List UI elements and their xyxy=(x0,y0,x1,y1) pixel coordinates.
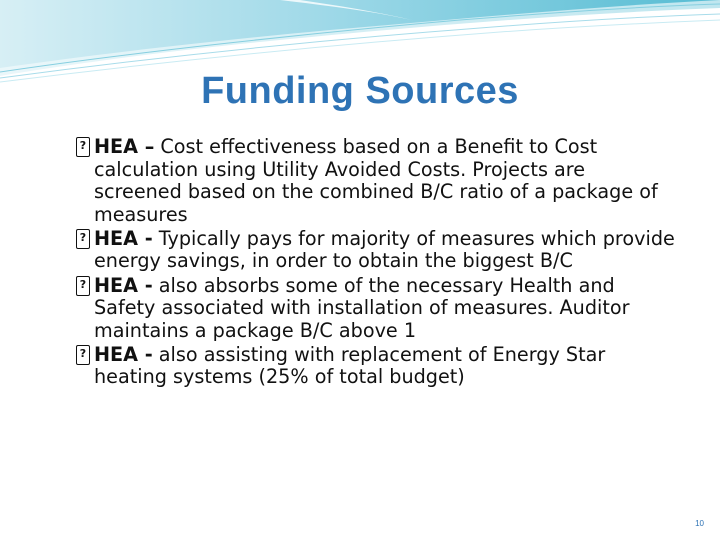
bullet-item xyxy=(76,344,676,389)
bullet-marker-icon xyxy=(76,345,90,365)
bullet-item xyxy=(76,275,676,343)
bullet-lead: HEA - xyxy=(94,226,153,250)
bullet-lead: HEA – xyxy=(94,135,155,158)
page-number: 10 xyxy=(695,519,704,528)
bullet-list xyxy=(76,136,676,391)
bullet-text: Typically pays for majority of measures which provide energy savings, in order to obtain the biggest B/C xyxy=(94,226,675,273)
bullet-marker-icon xyxy=(76,137,90,157)
bullet-text: also absorbs some of the necessary Health and Safety associated with installation of measures. Auditor maintains a package B/C above 1 xyxy=(94,273,630,342)
bullet-item xyxy=(76,136,676,226)
bullet-text: also assisting with replacement of Energy Star heating systems (25% of total budget) xyxy=(94,342,606,389)
bullet-text: Cost effectiveness based on a Benefit to Cost calculation using Utility Avoided Costs. Projects are screened based on the combined B/C ratio of a package of measures xyxy=(94,135,658,226)
bullet-item xyxy=(76,228,676,273)
bullet-marker-icon xyxy=(76,229,90,249)
bullet-marker-icon xyxy=(76,276,90,296)
bullet-lead: HEA - xyxy=(94,273,153,297)
bullet-lead: HEA - xyxy=(94,342,153,366)
slide-title: Funding Sources xyxy=(201,70,519,112)
